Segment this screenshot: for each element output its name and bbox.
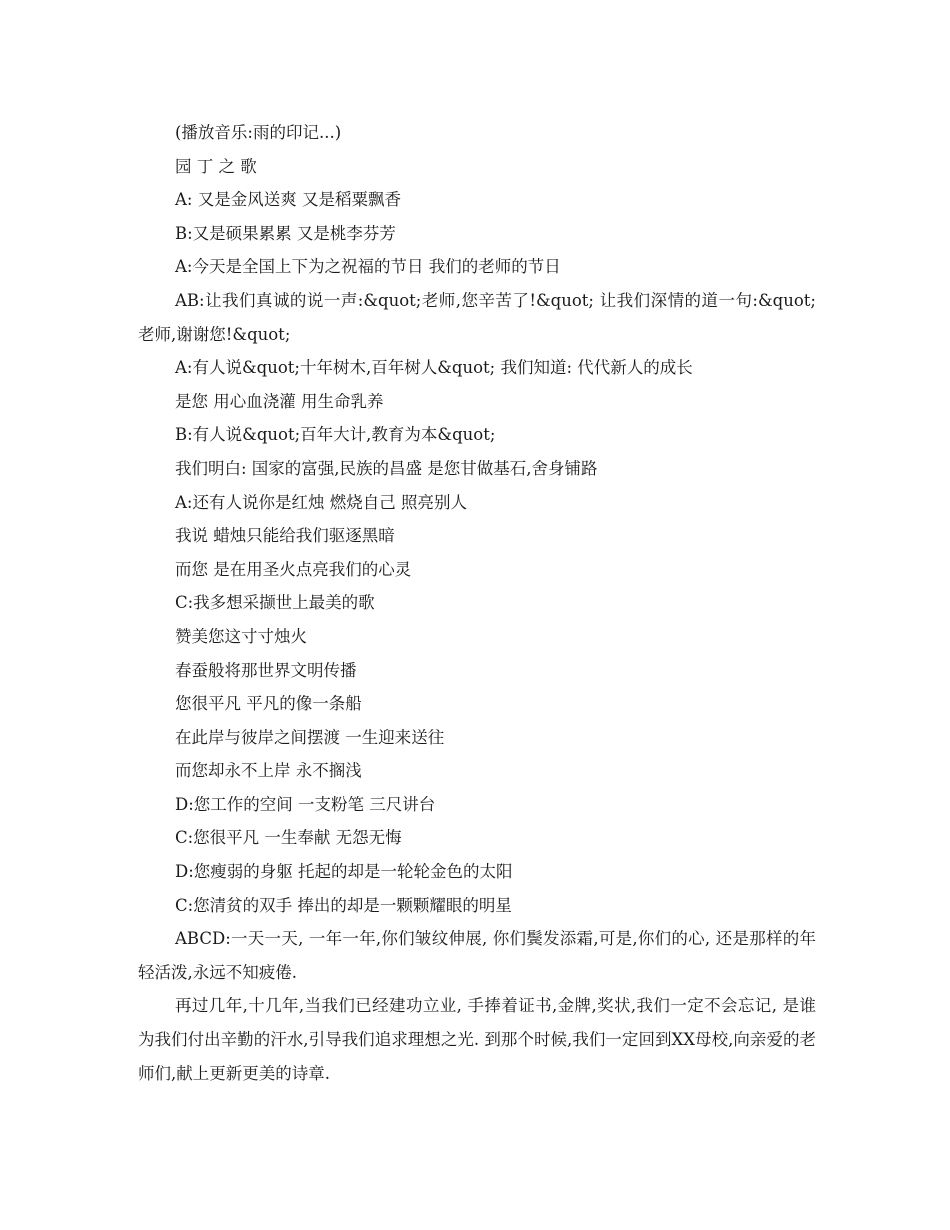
document-title: 园 丁 之 歌 [175, 156, 257, 176]
paragraph-abcd: ABCD:一天一天, 一年一年,你们皱纹伸展, 你们鬓发添霜,可是,你们的心, 还是那样的年轻活泼,永远不知疲倦. [138, 929, 816, 982]
stage-direction: (播放音乐:雨的印记...) [175, 123, 342, 142]
text-line: D:您瘦弱的身躯 托起的却是一轮轮金色的太阳 [175, 862, 513, 882]
text-line: 春蚕般将那世界文明传播 [175, 660, 357, 680]
text-line: 您很平凡 平凡的像一条船 [175, 694, 362, 714]
text-line: A: 又是金风送爽 又是稻粟飘香 [175, 190, 401, 210]
text-line: 而您却永不上岸 永不搁浅 [175, 761, 362, 781]
text-line: B:又是硕果累累 又是桃李芬芳 [175, 223, 396, 243]
text-line: C:您很平凡 一生奉献 无怨无悔 [175, 828, 402, 848]
paragraph-closing: 再过几年,十几年,当我们已经建功立业, 手捧着证书,金牌,奖状,我们一定不会忘记, 是谁为我们付出辛勤的汗水,引导我们追求理想之光. 到那个时候,我们一定回到XX母校,向亲爱的老师们,献上更新更美的诗章. [138, 996, 816, 1083]
text-line: A:今天是全国上下为之祝福的节日 我们的老师的节日 [175, 257, 561, 277]
text-line: A:还有人说你是红烛 燃烧自己 照亮别人 [175, 492, 467, 512]
paragraph-ab: AB:让我们真诚的说一声:&quot;老师,您辛苦了!&quot; 让我们深情的道一句:&quot;老师,谢谢您!&quot; [138, 290, 816, 344]
text-line: 而您 是在用圣火点亮我们的心灵 [175, 559, 412, 579]
text-line: B:有人说&quot;百年大计,教育为本&quot; [175, 425, 496, 445]
text-line: 在此岸与彼岸之间摆渡 一生迎来送往 [175, 727, 445, 747]
text-line: A:有人说&quot;十年树木,百年树人&quot; 我们知道: 代代新人的成长 [175, 358, 693, 378]
text-line: 我说 蜡烛只能给我们驱逐黑暗 [175, 526, 395, 546]
document-body [138, 116, 816, 1090]
text-line: C:我多想采撷世上最美的歌 [175, 593, 375, 613]
text-line: 是您 用心血浇灌 用生命乳养 [175, 391, 384, 411]
text-line: C:您清贫的双手 捧出的却是一颗颗耀眼的明星 [175, 895, 512, 915]
text-line: D:您工作的空间 一支粉笔 三尺讲台 [175, 794, 436, 814]
text-line: 我们明白: 国家的富强,民族的昌盛 是您甘做基石,舍身铺路 [175, 458, 598, 478]
text-line: 赞美您这寸寸烛火 [175, 626, 307, 646]
